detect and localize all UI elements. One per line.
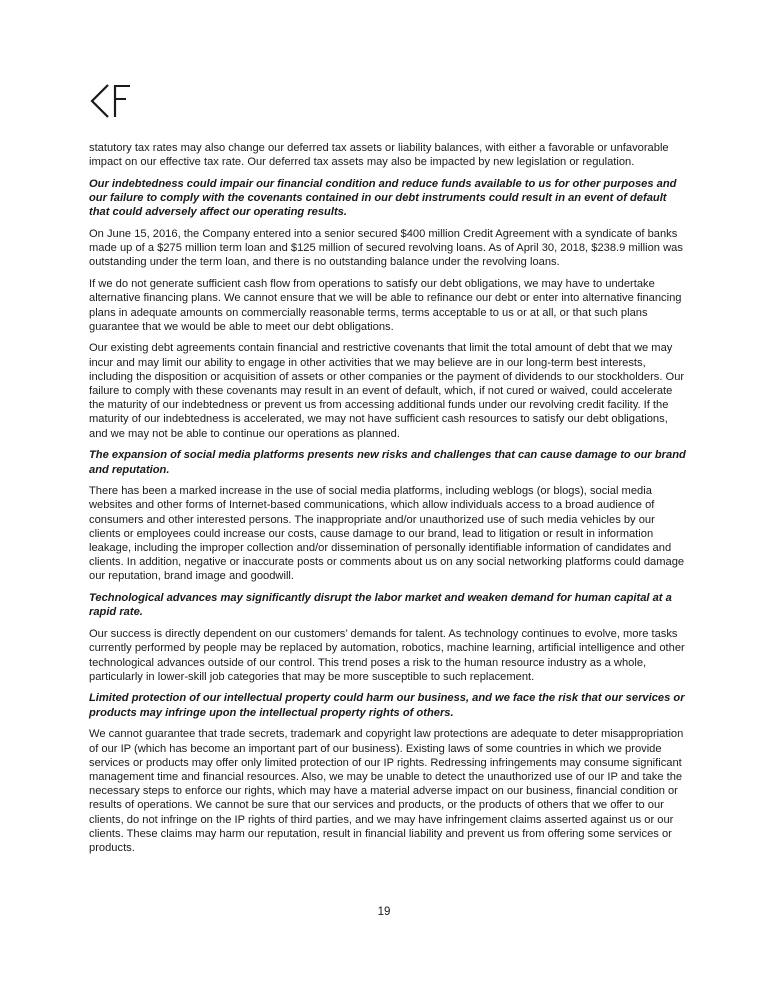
body-paragraph: statutory tax rates may also change our deferred tax assets or liability balances, with either a favorable or unfavorable impact on our effective tax rate. Our deferred tax assets may also be impacted by new legislation or regulation. (89, 142, 669, 169)
body-paragraph: Our success is directly dependent on our customers’ demands for talent. As technology continues to evolve, more tasks currently performed by people may be replaced by automation, robotics, machine learning, artificial intelligence and other technological advances outside of our control. This trend poses a risk to the human resource industry as a whole, particularly in lower-skill job categories that may be more susceptible to such replacement. (89, 628, 685, 683)
section-heading: The expansion of social media platforms presents new risks and challenges that can cause damage to our brand and reputation. (89, 449, 686, 476)
body-paragraph: We cannot guarantee that trade secrets, trademark and copyright law protections are adequate to deter misappropriation of our IP (which has become an important part of our business). Existing laws of some countries in which we provide services or products may offer only limited protection of our IP rights. Redressing infringements may consume significant management time and financial resources. Also, we may be unable to detect the unauthorized use of our IP and take the necessary steps to enforce our rights, which may have a material adverse impact on our business, financial condition or results of operations. We cannot be sure that our services and products, or the products of others that we offer to our clients, do not infringe on the IP rights of third parties, and we may have infringement claims asserted against us or our clients. These claims may harm our reputation, result in financial liability and prevent us from offering some services or products. (89, 728, 684, 854)
kf-monogram-logo (89, 84, 139, 118)
section-heading: Technological advances may significantly disrupt the labor market and weaken demand for human capital at a rapid rate. (89, 592, 672, 619)
page-number: 19 (377, 906, 391, 918)
body-paragraph: Our existing debt agreements contain financial and restrictive covenants that limit the total amount of debt that we may incur and may limit our ability to engage in other activities that we may believe are in our long-term best interests, including the disposition or acquisition of assets or other companies or the payment of dividends to our stockholders. Our failure to comply with these covenants may result in an event of default, which, if not cured or waived, could accelerate the maturity of our indebtedness or prevent us from accessing additional funds under our revolving credit facility. If the maturity of our indebtedness is accelerated, we may not have sufficient cash resources to satisfy our debt obligations, and we may not be able to continue our operations as planned. (89, 342, 685, 440)
section-heading: Limited protection of our intellectual property could harm our business, and we face the risk that our services or products may infringe upon the intellectual property rights of others. (89, 692, 685, 719)
body-paragraph: If we do not generate sufficient cash flow from operations to satisfy our debt obligations, we may have to undertake alternative financing plans. We cannot ensure that we will be able to refinance our debt or enter into alternative financing plans in adequate amounts on commercially reasonable terms, terms acceptable to us or at all, or that such plans guarantee that we would be able to meet our debt obligations. (89, 278, 682, 333)
document-body (89, 141, 687, 863)
body-paragraph: There has been a marked increase in the use of social media platforms, including weblogs (or blogs), social media websites and other forms of Internet-based communications, which allow individuals access to a broad audience of consumers and other interested persons. The inappropriate and/or unauthorized use of such media vehicles by our clients or employees could increase our costs, cause damage to our brand, lead to litigation or result in information leakage, including the improper collection and/or dissemination of personally identifiable information of candidates and clients. In addition, negative or inaccurate posts or comments about us on any social networking platforms could damage our reputation, brand image and goodwill. (89, 485, 685, 583)
section-heading: Our indebtedness could impair our financial condition and reduce funds available to us for other purposes and our failure to comply with the covenants contained in our debt instruments could result in an event of default that could adversely affect our operating results. (89, 177, 677, 219)
body-paragraph: On June 15, 2016, the Company entered into a senior secured $400 million Credit Agreement with a syndicate of banks made up of a $275 million term loan and $125 million of secured revolving loans. As of April 30, 2018, $238.9 million was outstanding under the term loan, and there is no outstanding balance under the revolving loans. (89, 228, 683, 269)
